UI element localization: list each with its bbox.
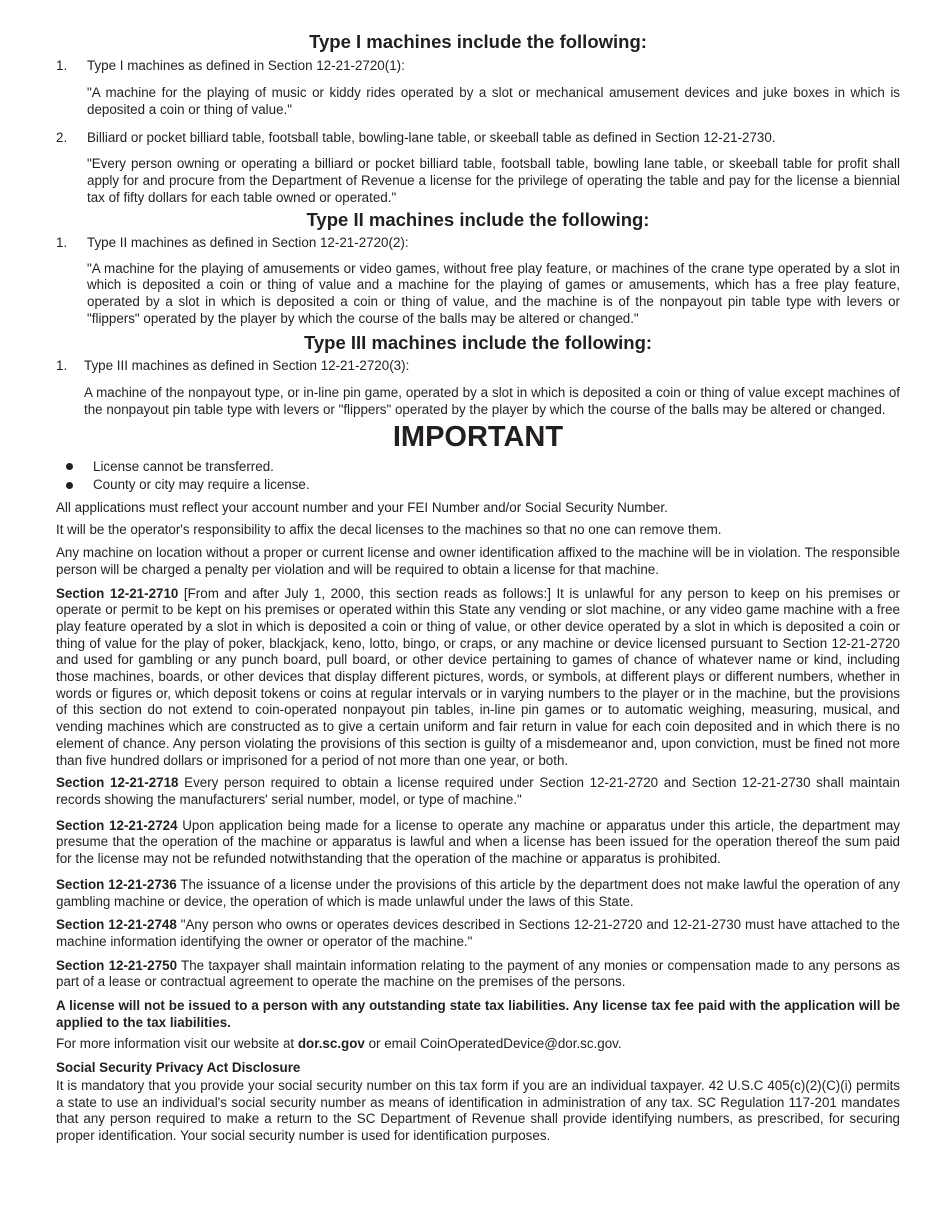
contact-info [56, 1036, 900, 1053]
section-text: The issuance of a license under the provisions of this article by the department does not make lawful the operation of any gambling machine or device, the operation of which is made unlawful under the laws of this State. [56, 876, 900, 909]
type3-heading: Type III machines include the following: [303, 332, 653, 354]
contact-suffix: . [617, 1036, 622, 1052]
item-number: 2. [56, 130, 68, 146]
item-text: Type II machines as defined in Section 12-21-2720(2): [87, 234, 409, 250]
section-2724 [56, 818, 900, 868]
type1-item-1-quote: "A machine for the playing of music or kiddy rides operated by a slot or mechanical amusement devices and juke boxes in which is deposited a coin or thing of value." [87, 85, 900, 117]
section-text: "Any person who owns or operates devices described in Sections 12-21-2720 and 12-21-2730 must have attached to the machine information identifying the owner or operator of the machine." [56, 917, 900, 949]
section-label: Section 12-21-2750 [56, 957, 178, 973]
important-bullet-list [56, 458, 900, 495]
section-2710 [56, 586, 900, 770]
section-label: Section 12-21-2724 [56, 817, 178, 833]
type2-item-1 [56, 234, 900, 251]
item-text: Type I machines as defined in Section 12-21-2720(1): [87, 58, 405, 73]
contact-prefix: For more information visit our website at [56, 1036, 298, 1052]
tax-liability-notice: A license will not be issued to a person with any outstanding state tax liabilities. Any license tax fee paid with the application will be applied to the tax liabilities. [56, 998, 900, 1030]
privacy-heading: Social Security Privacy Act Disclosure [56, 1060, 301, 1076]
section-text: [From and after July 1, 2000, this section reads as follows:] It is unlawful for any person to keep on his premises or operate or permit to be kept on his premises or operated within this State any vending or slot machine, or any video game machine with a free play feature operated by a slot in which is deposited a coin or thing of value, or other device operated by a slot in which is deposited a coin or thing of value for the play of poker, blackjack, keno, lotto, bingo, or craps, or any machine or device licensed pursuant to Section 12-21-2720 and used for gambling or any punch board, pull board, or other device pertaining to games of chance of whatever name or kind, including those machines, boards, or other devices that display different pictures, words, or symbols, at different plays or different numbers, whether in words or figures or, which deposit tokens or coins at regular intervals or in varying numbers to the player or in the machine, but the provisions of this section do not extend to coin-operated nonpayout pin tables, in-line pin games or to automatic weighing, measuring, musical, and vending machines which are constructed as to give a certain uniform and fair return in value for each coin deposited and in which there is no element of chance. Any person violating the provisions of this section is guilty of a misdemeanor and, upon conviction, must be fined not more than five hundred dollars or imprisoned for a period of not more than one year, or both. [56, 585, 900, 768]
section-2750 [56, 958, 900, 991]
type1-item-1 [56, 57, 900, 74]
section-label: Section 12-21-2748 [56, 917, 177, 933]
bullet-icon [66, 463, 73, 470]
section-label: Section 12-21-2736 [56, 876, 177, 892]
decal-note: It will be the operator's responsibility to affix the decal licenses to the machines so that no one can remove them. [56, 522, 722, 538]
section-2736 [56, 877, 900, 910]
type2-heading: Type II machines include the following: [306, 208, 650, 230]
type1-heading: Type I machines include the following: [309, 31, 647, 52]
contact-middle: or email [364, 1036, 420, 1052]
item-number: 1. [56, 58, 68, 73]
section-text: Upon application being made for a license to operate any machine or apparatus under this article, the department may presume that the operation of the machine or apparatus is lawful and when a license has been issued for the operation thereof the sum paid for the license may not be refunded notwithstanding that the operation of the machine or apparatus is prohibited. [56, 817, 900, 867]
section-text: Every person required to obtain a license required under Section 12-21-2720 and Section 12-21-2730 shall maintain records showing the manufacturers' serial number, model, or type of machine." [56, 775, 900, 807]
bullet-text: License cannot be transferred. [93, 458, 274, 474]
privacy-text: It is mandatory that you provide your social security number on this tax form if you are an individual taxpayer. 42 U.S.C 405(c)(2)(C)(i) permits a state to use an individual's social security number as means of identification in administration of any tax. SC Regulation 117-201 mandates that any person required to make a return to the SC Department of Revenue shall provide identifying numbers, as prescribed, for securing proper identification. Your social security number is used for identification purposes. [56, 1077, 900, 1143]
type1-item-2-quote: "Every person owning or operating a billiard or pocket billiard table, footsball table, bowling lane table, or skeeball table for profit shall apply for and procure from the Department of Revenue a license for the privilege of operating the table and pay for the license a biennial tax of fifty dollars for each table owned or operated." [87, 156, 900, 205]
bullet-text: County or city may require a license. [93, 477, 310, 493]
section-label: Section 12-21-2710 [56, 585, 179, 601]
item-number: 1. [56, 358, 68, 374]
bullet-icon [66, 482, 73, 489]
item-text: Type III machines as defined in Section 12-21-2720(3): [84, 358, 410, 374]
section-label: Section 12-21-2718 [56, 775, 179, 791]
account-number-note: All applications must reflect your account number and your FEI Number and/or Social Security Number. [56, 499, 668, 515]
item-text: Billiard or pocket billiard table, footsball table, bowling-lane table, or skeeball table as defined in Section 12-21-2730. [87, 130, 776, 146]
bullet-item [56, 476, 900, 495]
section-2718 [56, 775, 900, 808]
important-heading: IMPORTANT [392, 420, 564, 453]
type1-item-2 [56, 129, 900, 146]
document-page [56, 30, 900, 1145]
item-number: 1. [56, 234, 68, 250]
type3-item-1-quote: A machine of the nonpayout type, or in-line pin game, operated by a slot in which is deposited a coin or thing of value except machines of the nonpayout pin table type with levers or "flippers" operated by the player by which the course of the balls may be altered or changed. [84, 385, 900, 418]
bullet-item [56, 458, 900, 477]
section-text: The taxpayer shall maintain information relating to the payment of any monies or compensation made to any persons as part of a lease or contractual agreement to operate the machine on the premises of the persons. [56, 957, 900, 990]
website-link[interactable]: dor.sc.gov [297, 1036, 365, 1052]
section-2748 [56, 917, 900, 950]
type2-item-1-quote: "A machine for the playing of amusements or video games, without free play feature, or machines of the crane type operated by a slot in which is deposited a coin or thing of value and a machine for the playing of games or amusements, which has a free play feature, operated by a slot in which is deposited a coin or thing of value, and the machine is of the nonpayout pin table type with levers or "flippers" operated by the player by which the course of the balls may be altered or changed." [87, 260, 900, 326]
violation-note: Any machine on location without a proper or current license and owner identification affixed to the machine will be in violation. The responsible person will be charged a penalty per violation and will be required to obtain a license for that machine. [56, 545, 900, 577]
email-link[interactable]: CoinOperatedDevice@dor.sc.gov [419, 1036, 618, 1052]
type3-item-1 [56, 357, 900, 374]
